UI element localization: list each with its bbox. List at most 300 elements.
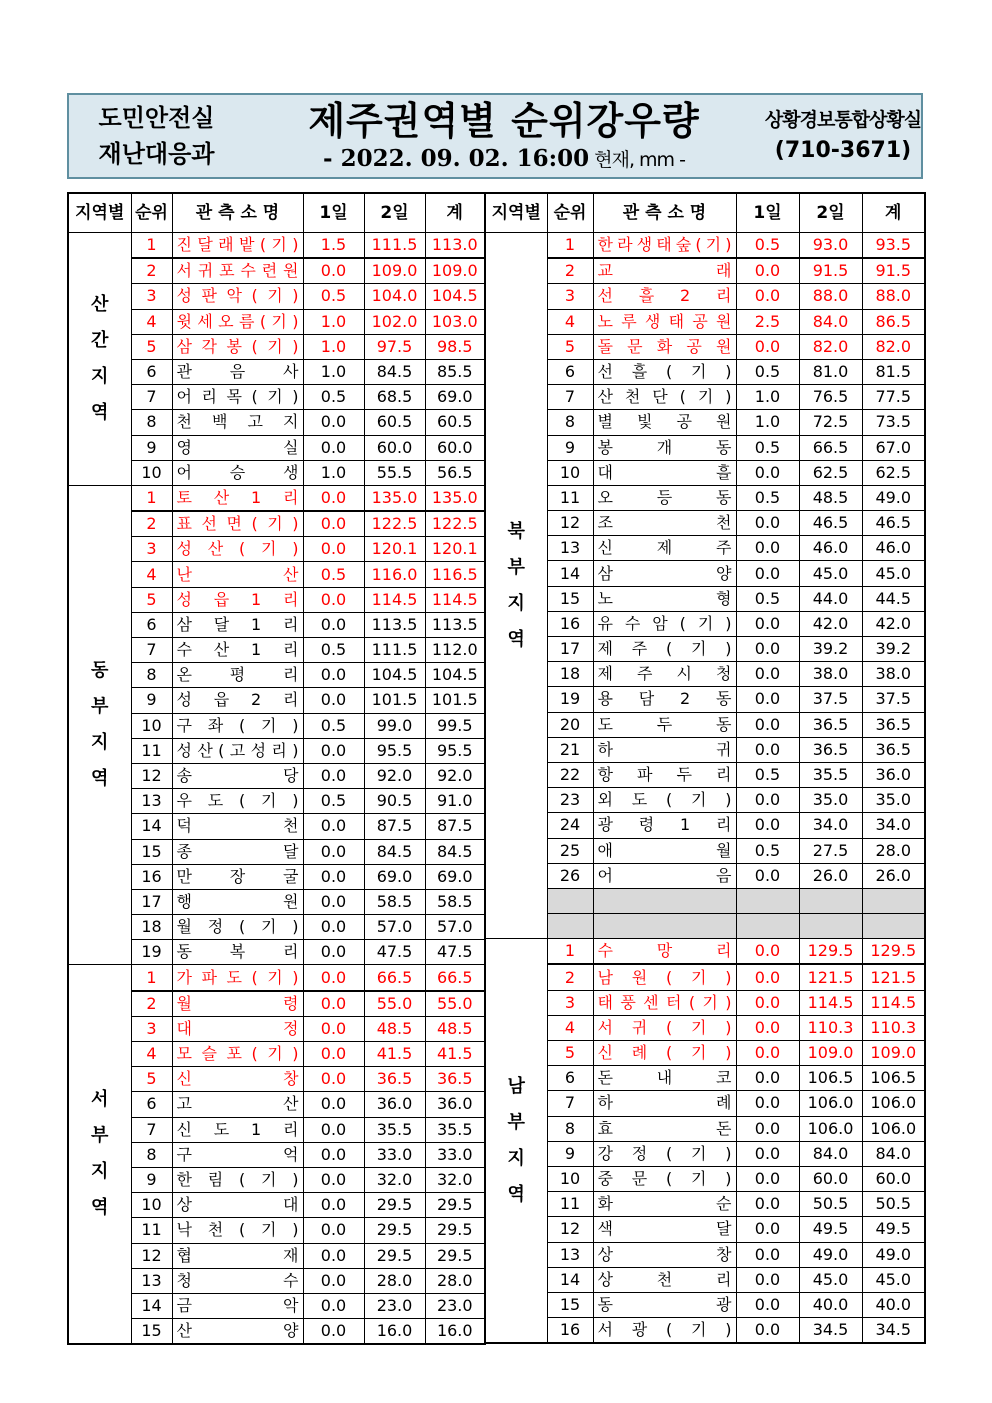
day1-cell: 0.0 [303, 839, 364, 864]
day2-cell: 36.0 [364, 1092, 425, 1117]
station-name-char: ( [259, 311, 267, 331]
station-name-cell [172, 1167, 303, 1192]
rank-cell: 13 [131, 1268, 172, 1293]
table-row [68, 562, 485, 587]
station-name-cell [593, 485, 736, 510]
station-name [598, 413, 732, 431]
station-name-char: 진 [176, 235, 192, 255]
table-row [485, 813, 925, 838]
rank-cell: 5 [547, 334, 593, 359]
table-row [485, 637, 925, 662]
table-row [485, 1192, 925, 1217]
station-name-char: 리 [283, 942, 299, 962]
day1-cell: 0.0 [303, 435, 364, 460]
station-name-char: ( [251, 967, 258, 987]
station-name-cell [172, 334, 303, 359]
station-name-char: ) [292, 311, 299, 331]
station-name-char: 대 [283, 1195, 299, 1215]
station-name-char: ) [725, 235, 732, 255]
station-name-char: 원 [283, 891, 299, 911]
day1-cell: 0.0 [303, 1042, 364, 1067]
table-header-row [485, 193, 925, 233]
day2-cell: 106.0 [799, 1091, 862, 1116]
station-name-char: 청 [176, 1270, 192, 1290]
total-cell: 36.0 [862, 762, 925, 787]
day1-cell: 0.0 [303, 1218, 364, 1243]
col-station: 관 측 소 명 [593, 193, 736, 233]
station-name-char: ( [251, 286, 258, 306]
day2-cell: 69.0 [364, 864, 425, 889]
region-name-char: 지 [91, 732, 109, 754]
total-cell: 69.0 [425, 864, 485, 889]
station-name [177, 338, 299, 356]
station-name-char: 래 [218, 235, 234, 255]
department-line-1: 도민안전실 [98, 104, 215, 132]
station-name [177, 388, 299, 406]
station-name-char: 성 [176, 589, 192, 609]
station-name-char: 산 [283, 1094, 299, 1114]
station-name-char: 평 [229, 665, 246, 685]
rank-cell: 10 [131, 1193, 172, 1218]
station-name [598, 942, 732, 960]
station-name-char: 리 [716, 815, 732, 835]
station-name-cell [593, 1015, 736, 1040]
station-name-cell [593, 863, 736, 888]
day2-cell: 35.0 [799, 788, 862, 813]
total-cell: 35.0 [862, 788, 925, 813]
title-block [244, 95, 764, 177]
station-name-char: 순 [716, 1194, 732, 1214]
rank-cell: 19 [547, 687, 593, 712]
table-row [485, 309, 925, 334]
station-name-char: 악 [283, 1295, 299, 1315]
station-name [177, 843, 299, 861]
station-name [598, 313, 732, 331]
rank-cell: 7 [131, 1117, 172, 1142]
station-name [598, 640, 732, 658]
station-name-char: ) [725, 1320, 732, 1340]
station-name-char: 상 [176, 1195, 192, 1215]
station-name-cell [593, 1041, 736, 1066]
station-name-char: 삼 [176, 614, 192, 634]
station-name-char: 례 [716, 1093, 732, 1113]
station-name [177, 641, 299, 659]
station-name-char: 오 [218, 311, 234, 331]
day1-cell: 1.5 [303, 233, 364, 259]
station-name-char: ( [665, 1143, 673, 1163]
station-name-char: 백 [212, 412, 228, 432]
rank-cell: 9 [547, 1141, 593, 1166]
table-row [68, 435, 485, 460]
total-cell: 49.5 [862, 1217, 925, 1242]
table-row [485, 1116, 925, 1141]
station-name-char: ) [725, 1143, 732, 1163]
station-name [177, 616, 299, 634]
day1-cell: 0.0 [736, 511, 799, 536]
station-name-char: 수 [176, 640, 192, 660]
total-cell: 60.5 [425, 410, 485, 435]
station-name-char: 양 [716, 563, 732, 583]
total-cell: 114.5 [862, 990, 925, 1015]
total-cell: 129.5 [862, 939, 925, 965]
station-name [177, 943, 299, 961]
total-cell: 67.0 [862, 435, 925, 460]
station-name-char: 음 [229, 362, 246, 382]
day1-cell: 0.0 [736, 737, 799, 762]
station-name-char: 귀 [631, 1017, 648, 1037]
station-name [598, 867, 732, 885]
table-row [485, 611, 925, 636]
day1-cell: 0.0 [303, 485, 364, 511]
day1-cell: 0.0 [303, 763, 364, 788]
station-name-char: 도 [597, 714, 613, 734]
station-name [598, 1195, 732, 1213]
day1-cell: 0.0 [303, 814, 364, 839]
total-cell: 36.0 [425, 1092, 485, 1117]
station-name-char: 봉 [597, 437, 613, 457]
rank-cell: 15 [131, 839, 172, 864]
table-row [68, 789, 485, 814]
station-name-char: 기 [690, 967, 707, 987]
day2-cell: 36.5 [364, 1067, 425, 1092]
total-cell: 60.0 [425, 435, 485, 460]
total-cell: 104.5 [425, 284, 485, 309]
station-name-char: 등 [656, 487, 673, 507]
table-row [485, 1041, 925, 1066]
station-name-cell [172, 1268, 303, 1293]
day1-cell: 0.0 [736, 1041, 799, 1066]
station-name-char: 승 [229, 462, 246, 482]
station-name-char: 밭 [238, 235, 255, 255]
station-name-char: ) [292, 740, 299, 760]
day1-cell: 0.5 [303, 638, 364, 663]
station-name-char: 천 [207, 1220, 224, 1240]
station-name-char: 림 [207, 1170, 224, 1190]
station-name-char: 귀 [716, 739, 732, 759]
day2-cell: 91.5 [799, 258, 862, 284]
station-name [177, 439, 299, 457]
station-name [598, 338, 732, 356]
table-row [68, 1218, 485, 1243]
table-row [68, 763, 485, 788]
rank-cell: 10 [547, 460, 593, 485]
table-row [485, 1141, 925, 1166]
station-name [598, 363, 732, 381]
day1-cell: 0.0 [736, 1242, 799, 1267]
day1-cell: 0.0 [736, 662, 799, 687]
rank-cell: 14 [131, 814, 172, 839]
day1-cell: 0.0 [303, 965, 364, 991]
station-name-char: 양 [283, 1321, 299, 1341]
day1-cell: 0.0 [303, 663, 364, 688]
table-row [68, 612, 485, 637]
total-cell: 69.0 [425, 385, 485, 410]
station-name-char: 고 [247, 412, 263, 432]
day1-cell: 0.0 [736, 1292, 799, 1317]
station-name-cell [172, 562, 303, 587]
station-name-char: 난 [176, 564, 192, 584]
rank-cell: 10 [547, 1166, 593, 1191]
station-name-cell [593, 1292, 736, 1317]
table-row [485, 233, 925, 259]
station-name-char: ( [665, 1043, 673, 1063]
station-name-char: ) [725, 1043, 732, 1063]
station-name-char: 주 [637, 664, 653, 684]
total-cell: 60.0 [862, 1166, 925, 1191]
day1-cell: 0.0 [303, 889, 364, 914]
day1-cell: 1.0 [303, 359, 364, 384]
rank-cell: 11 [131, 738, 172, 763]
rank-cell: 14 [547, 1267, 593, 1292]
day2-cell: 58.5 [364, 889, 425, 914]
station-name-char: ) [725, 387, 732, 407]
total-cell: 120.1 [425, 537, 485, 562]
station-name-char: 대 [176, 1018, 192, 1038]
station-name-cell [172, 1319, 303, 1345]
station-name-char: 생 [283, 462, 299, 482]
station-name-char: 기 [690, 1320, 707, 1340]
station-name-char: 선 [597, 286, 613, 306]
rank-cell: 2 [131, 258, 172, 284]
total-cell: 35.5 [425, 1117, 485, 1142]
station-name-cell [172, 789, 303, 814]
rank-cell: 15 [547, 586, 593, 611]
station-name-char: 래 [716, 261, 732, 281]
station-name [598, 969, 732, 987]
station-name-char: ) [292, 514, 299, 534]
rank-cell: 13 [547, 1242, 593, 1267]
rank-cell: 7 [131, 385, 172, 410]
station-name-char: 흘 [638, 286, 655, 306]
station-name [598, 690, 732, 708]
station-name-char: ) [725, 967, 732, 987]
station-name-cell [172, 385, 303, 410]
day2-cell: 104.5 [364, 663, 425, 688]
rank-cell: 24 [547, 813, 593, 838]
rank-cell: 5 [131, 587, 172, 612]
table-row [68, 1067, 485, 1092]
station-name-char: 제 [597, 664, 613, 684]
station-name-char: ( [665, 639, 673, 659]
station-name-char: ) [725, 1169, 732, 1189]
station-name [598, 766, 732, 784]
station-name-char: 목 [226, 387, 242, 407]
station-name-char: ) [725, 790, 732, 810]
station-name-char: ( [665, 1169, 673, 1189]
total-cell: 113.0 [425, 233, 485, 259]
station-name-cell [593, 511, 736, 536]
station-name-char: 정 [631, 1143, 648, 1163]
table-row [485, 712, 925, 737]
day1-cell: 0.0 [736, 1091, 799, 1116]
station-name-cell [172, 1218, 303, 1243]
station-name-cell [593, 359, 736, 384]
station-name-char: 면 [226, 514, 242, 534]
day2-cell: 49.5 [799, 1217, 862, 1242]
station-name [598, 716, 732, 734]
table-row [485, 1166, 925, 1191]
station-name-char: 기 [267, 514, 283, 534]
rank-cell: 9 [131, 435, 172, 460]
rank-cell: 18 [547, 662, 593, 687]
station-name [177, 1322, 299, 1340]
total-cell: 88.0 [862, 284, 925, 309]
table-row [485, 284, 925, 309]
total-cell: 45.0 [862, 561, 925, 586]
station-name-char: 정 [207, 917, 224, 937]
station-name-char: 애 [597, 840, 613, 860]
station-name-char: ) [725, 1017, 732, 1037]
station-name-cell [172, 1042, 303, 1067]
station-name-cell [172, 1067, 303, 1092]
day2-cell: 97.5 [364, 334, 425, 359]
station-name-cell [172, 915, 303, 940]
station-name [598, 1296, 732, 1314]
station-name-char: 산 [213, 640, 230, 660]
day2-cell: 40.0 [799, 1292, 862, 1317]
station-name-cell [172, 839, 303, 864]
station-name-char: 윗 [176, 311, 192, 331]
station-name [177, 767, 299, 785]
rank-cell: 14 [131, 1293, 172, 1318]
day1-cell: 0.0 [736, 1066, 799, 1091]
day2-cell: 48.5 [799, 485, 862, 510]
station-name-char: 표 [176, 514, 192, 534]
station-name-char: 내 [656, 1068, 673, 1088]
station-name-char: 담 [638, 689, 655, 709]
station-name-char: ( [679, 387, 686, 407]
table-row [68, 991, 485, 1017]
total-cell: 106.0 [862, 1091, 925, 1116]
station-name-cell [172, 763, 303, 788]
day2-cell: 81.0 [799, 359, 862, 384]
total-cell: 36.5 [862, 737, 925, 762]
station-name [598, 1170, 732, 1188]
table-row [68, 460, 485, 485]
rank-cell: 1 [131, 485, 172, 511]
total-cell: 91.5 [862, 258, 925, 284]
station-name [598, 1145, 732, 1163]
day1-cell: 0.0 [303, 915, 364, 940]
day2-cell: 106.5 [799, 1066, 862, 1091]
station-name-char: 노 [597, 588, 613, 608]
station-name-char: 원 [716, 336, 732, 356]
department-block [69, 95, 244, 177]
day2-cell: 37.5 [799, 687, 862, 712]
day2-cell: 87.5 [364, 814, 425, 839]
station-name-char: 기 [690, 639, 707, 659]
day2-cell: 66.5 [799, 435, 862, 460]
rank-cell: 6 [547, 359, 593, 384]
station-name-cell [172, 410, 303, 435]
station-name [598, 615, 732, 633]
day1-cell: 0.0 [736, 536, 799, 561]
day1-cell: 0.5 [303, 562, 364, 587]
station-name-char: 기 [267, 336, 283, 356]
station-name-cell [593, 687, 736, 712]
station-name-char: 파 [637, 765, 653, 785]
station-name-cell [593, 233, 736, 259]
station-name-char: ( [238, 1170, 246, 1190]
station-name-char: 산 [176, 1321, 192, 1341]
day1-cell: 0.0 [736, 1166, 799, 1191]
empty-cell [862, 914, 925, 939]
station-name-char: 리 [283, 487, 299, 507]
table-row [68, 309, 485, 334]
station-name [177, 313, 299, 331]
station-name-char: ( [251, 387, 258, 407]
total-cell: 29.5 [425, 1218, 485, 1243]
station-name-char: ( [238, 715, 246, 735]
rank-cell: 1 [547, 233, 593, 259]
station-name-char: 시 [676, 664, 692, 684]
table-row [68, 915, 485, 940]
empty-cell [593, 914, 736, 939]
rank-cell: 9 [547, 435, 593, 460]
rank-cell: 11 [547, 485, 593, 510]
station-name-char: 기 [267, 967, 283, 987]
station-name-char: 광 [716, 1294, 732, 1314]
station-name-char: ( [238, 539, 246, 559]
station-name-char: ( [238, 791, 246, 811]
day2-cell: 66.5 [364, 965, 425, 991]
day1-cell: 1.0 [736, 410, 799, 435]
station-name-char: 유 [597, 613, 613, 633]
day2-cell: 82.0 [799, 334, 862, 359]
station-name-char: 용 [597, 689, 613, 709]
day2-cell: 120.1 [364, 537, 425, 562]
station-name-char: ) [292, 917, 299, 937]
table-row [485, 359, 925, 384]
station-name [598, 287, 732, 305]
station-name [177, 1196, 299, 1214]
station-name-char: 기 [705, 235, 722, 255]
station-name-char: 읍 [213, 589, 230, 609]
day1-cell: 1.0 [303, 309, 364, 334]
table-row [485, 1091, 925, 1116]
station-name-char: 도 [631, 790, 648, 810]
department-line-2: 재난대응과 [98, 140, 215, 168]
station-name-cell [593, 990, 736, 1015]
empty-cell [547, 888, 593, 913]
rank-cell: 15 [131, 1319, 172, 1345]
rank-cell: 17 [131, 889, 172, 914]
rank-cell: 1 [131, 233, 172, 259]
station-name-char: 주 [716, 538, 732, 558]
station-name-char: ( [688, 992, 696, 1012]
station-name-char: 서 [597, 1017, 613, 1037]
station-name-char: 신 [176, 1119, 192, 1139]
day2-cell: 49.0 [799, 1242, 862, 1267]
day2-cell: 68.5 [364, 385, 425, 410]
table-row [485, 1318, 925, 1344]
total-cell: 44.5 [862, 586, 925, 611]
table-row [485, 838, 925, 863]
total-cell: 77.5 [862, 385, 925, 410]
day2-cell: 29.5 [364, 1193, 425, 1218]
station-name-char: 성 [250, 740, 267, 760]
total-cell: 73.5 [862, 410, 925, 435]
station-name-char: 가 [176, 967, 192, 987]
rank-cell: 20 [547, 712, 593, 737]
station-name-char: 생 [636, 235, 653, 255]
station-name-char: 태 [656, 235, 672, 255]
day1-cell: 0.5 [303, 385, 364, 410]
station-name-char: 원 [716, 412, 732, 432]
station-name-cell [593, 788, 736, 813]
station-name-char: 망 [656, 941, 673, 961]
station-name [177, 1020, 299, 1038]
